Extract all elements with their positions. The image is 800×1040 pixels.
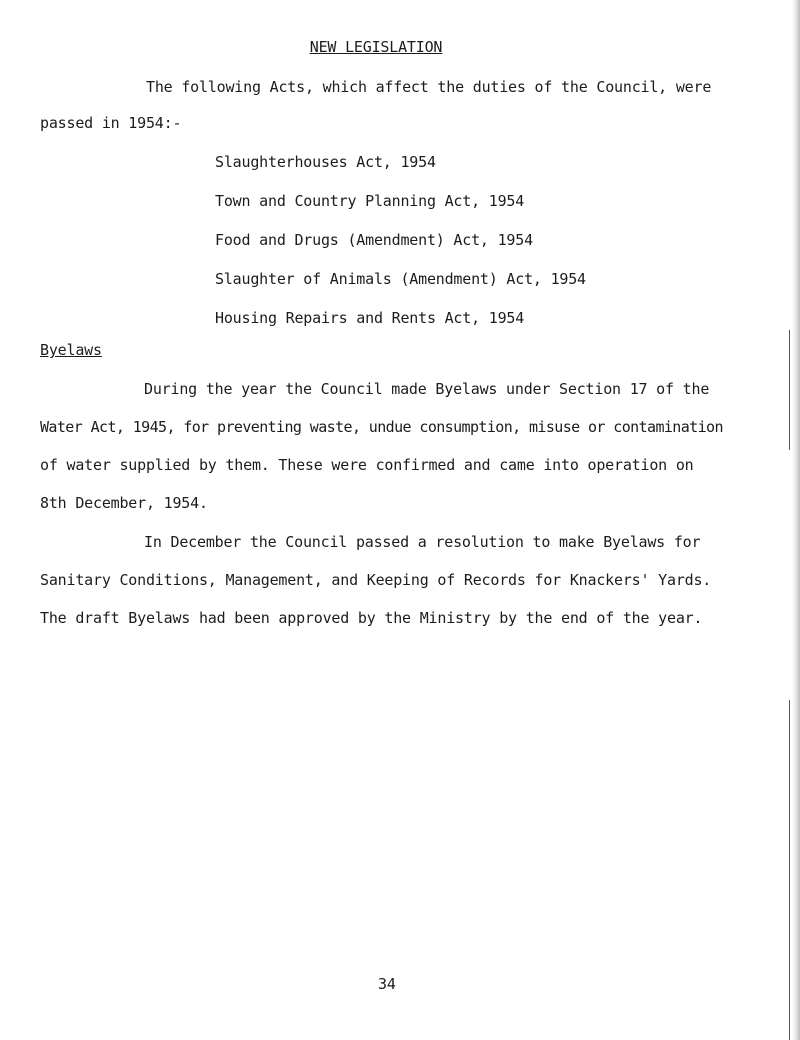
page-edge-mark — [789, 330, 790, 450]
page-number: 34 — [378, 975, 396, 993]
act-item: Housing Repairs and Rents Act, 1954 — [215, 309, 525, 327]
paragraph-1-line: of water supplied by them. These were confirmed and came into operation on — [40, 456, 694, 474]
act-item: Slaughterhouses Act, 1954 — [215, 153, 436, 171]
paragraph-1-line: 8th December, 1954. — [40, 494, 208, 512]
paragraph-2-line: The draft Byelaws had been approved by the Ministry by the end of the year. — [40, 609, 703, 627]
paragraph-1-line: During the year the Council made Byelaws under Section 17 of the — [144, 380, 710, 398]
act-item: Town and Country Planning Act, 1954 — [215, 192, 525, 210]
act-item: Food and Drugs (Amendment) Act, 1954 — [215, 231, 533, 249]
section-heading-byelaws: Byelaws — [40, 341, 102, 359]
paragraph-2-line: In December the Council passed a resolution to make Byelaws for — [144, 533, 701, 551]
page-edge-shadow — [792, 0, 800, 1040]
act-item: Slaughter of Animals (Amendment) Act, 1954 — [215, 270, 586, 288]
page-edge-mark — [789, 700, 790, 1040]
intro-line-2: passed in 1954:- — [40, 114, 182, 132]
paragraph-2-line: Sanitary Conditions, Management, and Keeping of Records for Knackers' Yards. — [40, 571, 712, 589]
page-title: NEW LEGISLATION — [309, 38, 443, 56]
intro-line-1: The following Acts, which affect the duties of the Council, were — [146, 78, 712, 96]
paragraph-1-line: Water Act, 1945, for preventing waste, undue consumption, misuse or contamination — [40, 418, 723, 436]
